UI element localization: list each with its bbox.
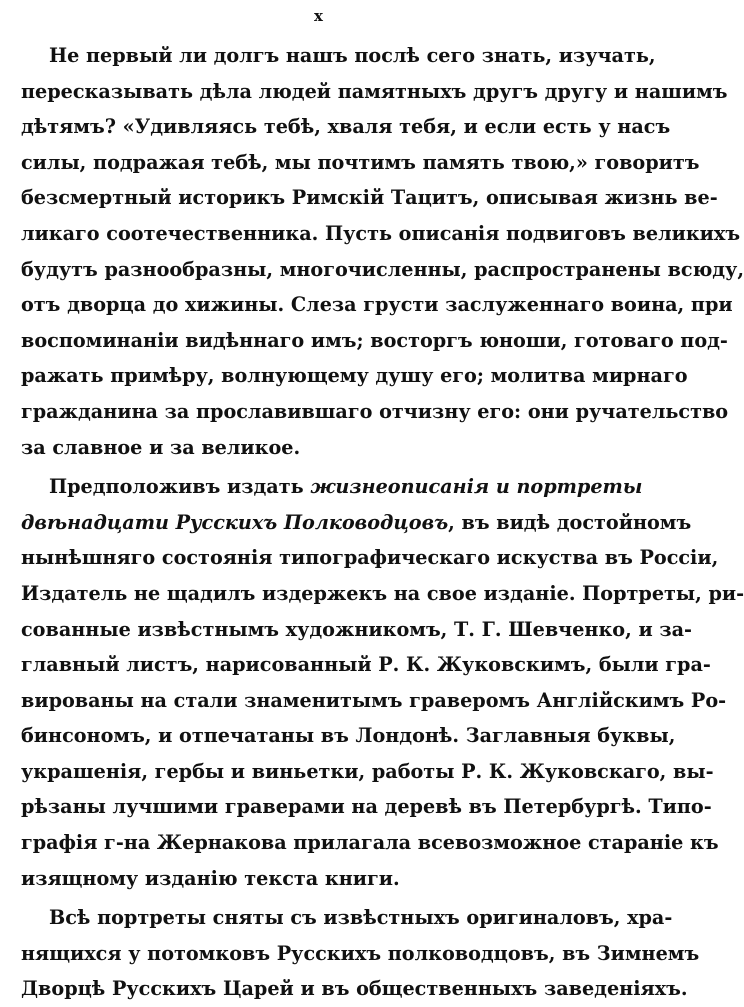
- paragraph-line: за славное и за великое.: [21, 435, 301, 459]
- paragraph-line: Всѣ портреты сняты съ извѣстныхъ оригиналовъ, хра-: [49, 906, 673, 930]
- paragraph-line: ражать примѣру, волнующему душу его; молитва мирнаго: [21, 364, 688, 388]
- paragraph-line: вированы на стали знаменитымъ граверомъ Англійскимъ Ро-: [21, 688, 727, 712]
- paragraph-line: украшенія, гербы и виньетки, работы Р. К. Жуковскаго, вы-: [21, 759, 714, 783]
- paragraph-line: [21, 469, 643, 505]
- paragraph-line: нящихся у потомковъ Русскихъ полководцовъ, въ Зимнемъ: [21, 941, 700, 965]
- paragraph-line: будутъ разнообразны, многочисленны, распространены всюду,: [21, 257, 744, 281]
- paragraph-line: безсмертный историкъ Римскій Тацитъ, описывая жизнь ве-: [21, 186, 718, 210]
- paragraph-text: , въ видѣ достойномъ: [448, 510, 692, 534]
- paragraph-line: главный листъ, нарисованный Р. К. Жуковскимъ, были гра-: [21, 653, 711, 677]
- paragraph-line: сованные извѣстнымъ художникомъ, Т. Г. Шевченко, и за-: [21, 617, 693, 641]
- paragraph-line: дѣтямъ? «Удивляясь тебѣ, хваля тебя, и если есть у насъ: [21, 115, 671, 139]
- paragraph-line: отъ дворца до хижины. Слеза грусти заслуженнаго воина, при: [21, 293, 733, 317]
- paragraph-2: [21, 469, 744, 896]
- paragraph-line: рѣзаны лучшими граверами на деревѣ въ Петербургѣ. Типо-: [21, 795, 712, 819]
- paragraph-line: графія г-на Жернакова прилагала всевозможное стараніе къ: [21, 831, 719, 855]
- paragraph-1: [21, 38, 744, 465]
- paragraph-line: изящному изданію текста книги.: [21, 866, 400, 890]
- paragraph-line: нынѣшняго состоянія типографическаго искуства въ Россіи,: [21, 546, 719, 570]
- paragraph-line: ликаго соотечественника. Пусть описанія подвиговъ великихъ: [21, 221, 741, 245]
- italic-title-text: двѣнадцати Русскихъ Полководцовъ: [21, 510, 449, 534]
- paragraph-line: Издатель не щадилъ издержекъ на свое изданіе. Портреты, ри-: [21, 581, 744, 605]
- page-number: x: [314, 7, 323, 25]
- paragraph-line: Дворцѣ Русскихъ Царей и въ общественныхъ заведеніяхъ.: [21, 977, 688, 1001]
- paragraph-3: [21, 900, 700, 1007]
- paragraph-line: бинсономъ, и отпечатаны въ Лондонѣ. Заглавныя буквы,: [21, 724, 676, 748]
- paragraph-line: воспоминаніи видѣннаго имъ; восторгъ юноши, готоваго под-: [21, 328, 728, 352]
- paragraph-line: Не первый ли долгъ нашъ послѣ сего знать, изучать,: [49, 44, 656, 67]
- paragraph-text: Предположивъ издать: [49, 475, 311, 499]
- paragraph-line: гражданина за прославившаго отчизну его: они ручательство: [21, 399, 729, 423]
- paragraph-line: силы, подражая тебѣ, мы почтимъ память твою,» говоритъ: [21, 150, 700, 174]
- italic-title-text: жизнеописанія и портреты: [310, 475, 643, 499]
- paragraph-line: [21, 505, 692, 541]
- paragraph-line: пересказывать дѣла людей памятныхъ другъ другу и нашимъ: [21, 79, 728, 103]
